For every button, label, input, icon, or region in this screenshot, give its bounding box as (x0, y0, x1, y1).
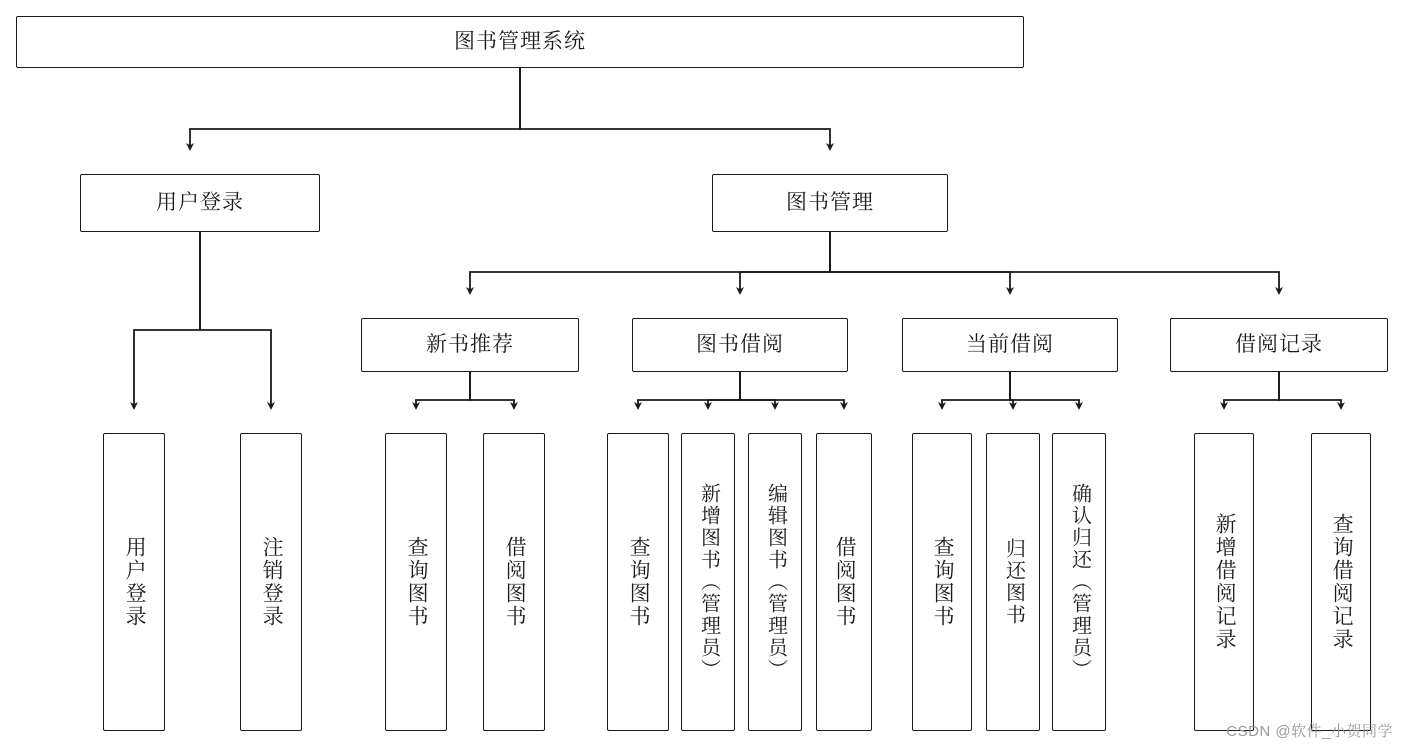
node-leaf-edit-book-admin-label: 编辑图书（管理员） (764, 483, 787, 681)
node-book-borrow-label: 图书借阅 (696, 332, 784, 356)
node-leaf-confirm-return-admin-label: 确认归还（管理员） (1068, 483, 1091, 681)
node-leaf-confirm-return-admin[interactable] (1052, 433, 1106, 731)
node-user-login-label: 用户登录 (156, 190, 244, 214)
node-leaf-add-book-admin-label: 新增图书（管理员） (697, 483, 720, 681)
node-root-label: 图书管理系统 (454, 29, 586, 53)
node-leaf-add-book-admin[interactable] (681, 433, 735, 731)
watermark-text: CSDN @软件_小贺同学 (1226, 723, 1393, 740)
node-leaf-add-borrow-record-label: 新增借阅记录 (1213, 513, 1237, 651)
node-book-management[interactable] (712, 174, 948, 232)
node-new-book-recommend-label: 新书推荐 (426, 332, 514, 356)
node-borrow-records-label: 借阅记录 (1235, 332, 1323, 356)
node-user-login[interactable] (80, 174, 320, 232)
node-current-borrow-label: 当前借阅 (966, 332, 1054, 356)
node-leaf-borrow-book-label: 借阅图书 (833, 536, 857, 628)
node-new-book-recommend[interactable] (361, 318, 579, 372)
node-current-borrow[interactable] (902, 318, 1118, 372)
node-leaf-logout[interactable] (240, 433, 302, 731)
node-leaf-return-book[interactable] (986, 433, 1040, 731)
node-leaf-logout-label: 注销登录 (260, 536, 284, 628)
node-leaf-borrow-book[interactable] (816, 433, 872, 731)
node-leaf-query-book-current[interactable] (912, 433, 972, 731)
node-root[interactable] (16, 16, 1024, 68)
node-leaf-query-book-recommend[interactable] (385, 433, 447, 731)
node-leaf-return-book-label: 归还图书 (1002, 538, 1025, 626)
node-book-borrow[interactable] (632, 318, 848, 372)
node-leaf-edit-book-admin[interactable] (748, 433, 802, 731)
node-leaf-borrow-book-recommend-label: 借阅图书 (503, 536, 527, 628)
node-leaf-query-book-borrow[interactable] (607, 433, 669, 731)
node-leaf-borrow-book-recommend[interactable] (483, 433, 545, 731)
node-leaf-user-login-label: 用户登录 (123, 536, 147, 628)
node-leaf-add-borrow-record[interactable] (1194, 433, 1254, 731)
node-leaf-query-borrow-record[interactable] (1311, 433, 1371, 731)
node-leaf-query-book-current-label: 查询图书 (931, 536, 955, 628)
node-borrow-records[interactable] (1170, 318, 1388, 372)
node-leaf-query-book-recommend-label: 查询图书 (405, 536, 429, 628)
node-leaf-query-borrow-record-label: 查询借阅记录 (1330, 513, 1354, 651)
node-leaf-query-book-borrow-label: 查询图书 (627, 536, 651, 628)
node-leaf-user-login[interactable] (103, 433, 165, 731)
node-book-management-label: 图书管理 (786, 190, 874, 214)
